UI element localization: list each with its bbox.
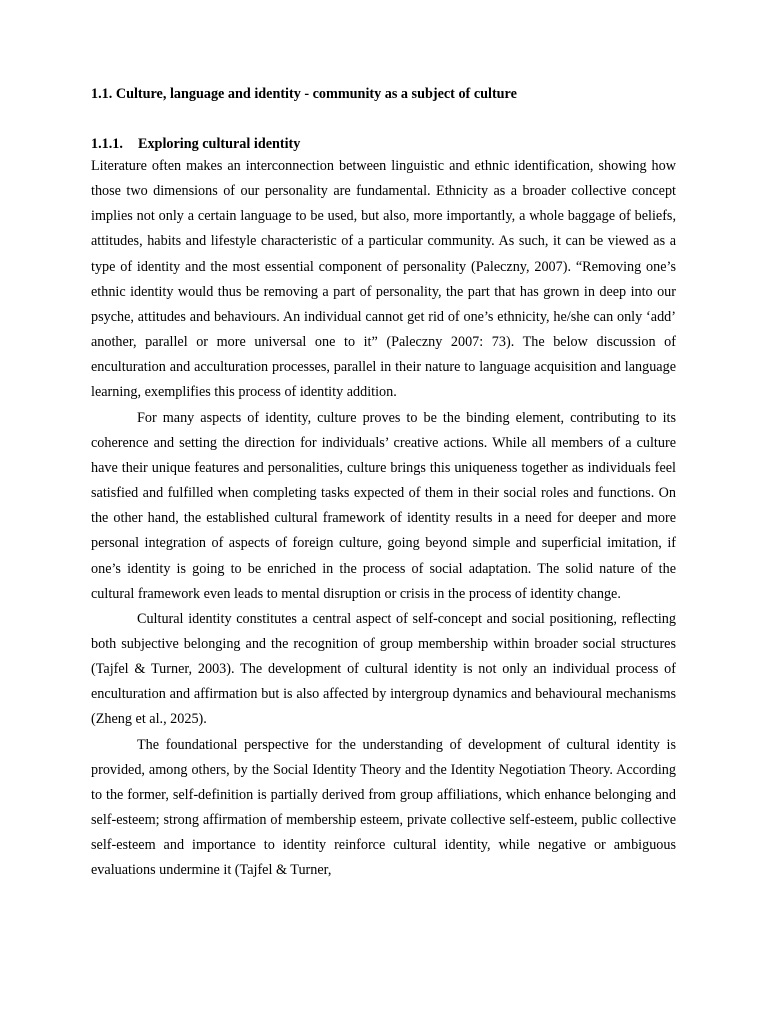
paragraph-1: Literature often makes an interconnection between linguistic and ethnic identification, showing how those two dimensions of our personality are fundamental. Ethnicity as a broader collective concept implies not only a certain language to be used, but also, more importantly, a whole baggage of beliefs, attitudes, habits and lifestyle characteristic of a particular community. As such, it can be viewed as a type of identity and the most essential component of personality (Paleczny, 2007). “Removing one’s ethnic identity would thus be removing a part of personality, the part that has grown in deep into our psyche, attitudes and behaviours. An individual cannot get rid of one’s ethnicity, he/she can only ‘add’ another, parallel or more universal one to it” (Paleczny 2007: 73). The below discussion of enculturation and acculturation processes, parallel in their nature to language acquisition and language learning, exemplifies this process of identity addition. <box>91 158 676 401</box>
document-page <box>91 84 676 884</box>
subsection-title: Exploring cultural identity <box>138 136 301 152</box>
paragraph-3: Cultural identity constitutes a central aspect of self-concept and social positioning, reflecting both subjective belonging and the recognition of group membership within broader social structures (Tajfel & Turner, 2003). The development of cultural identity is not only an individual process of enculturation and affirmation but is also affected by intergroup dynamics and behavioural mechanisms (Zheng et al., 2025). <box>91 610 676 728</box>
subsection-heading <box>91 134 676 154</box>
subsection-number: 1.1.1. <box>91 136 123 152</box>
paragraph-4: The foundational perspective for the understanding of development of cultural identity is provided, among others, by the Social Identity Theory and the Identity Negotiation Theory. According to the former, self-definition is partially derived from group affiliations, which enhance belonging and self-esteem; strong affirmation of membership esteem, private collective self-esteem, public collective self-esteem and importance to identity reinforce cultural identity, while negative or ambiguous evaluations undermine it (Tajfel & Turner, <box>91 736 676 879</box>
paragraph-2: For many aspects of identity, culture proves to be the binding element, contributing to its coherence and setting the direction for individuals’ creative actions. While all members of a culture have their unique features and personalities, culture brings this uniqueness together as individuals feel satisfied and fulfilled when completing tasks expected of them in their social roles and functions. On the other hand, the established cultural framework of identity results in a need for deeper and more personal integration of aspects of foreign culture, going beyond simple and superficial imitation, if one’s identity is going to be enriched in the process of social adaptation. The solid nature of the cultural framework even leads to mental disruption or crisis in the process of identity change. <box>91 409 676 602</box>
section-heading: 1.1. Culture, language and identity - community as a subject of culture <box>91 86 517 102</box>
